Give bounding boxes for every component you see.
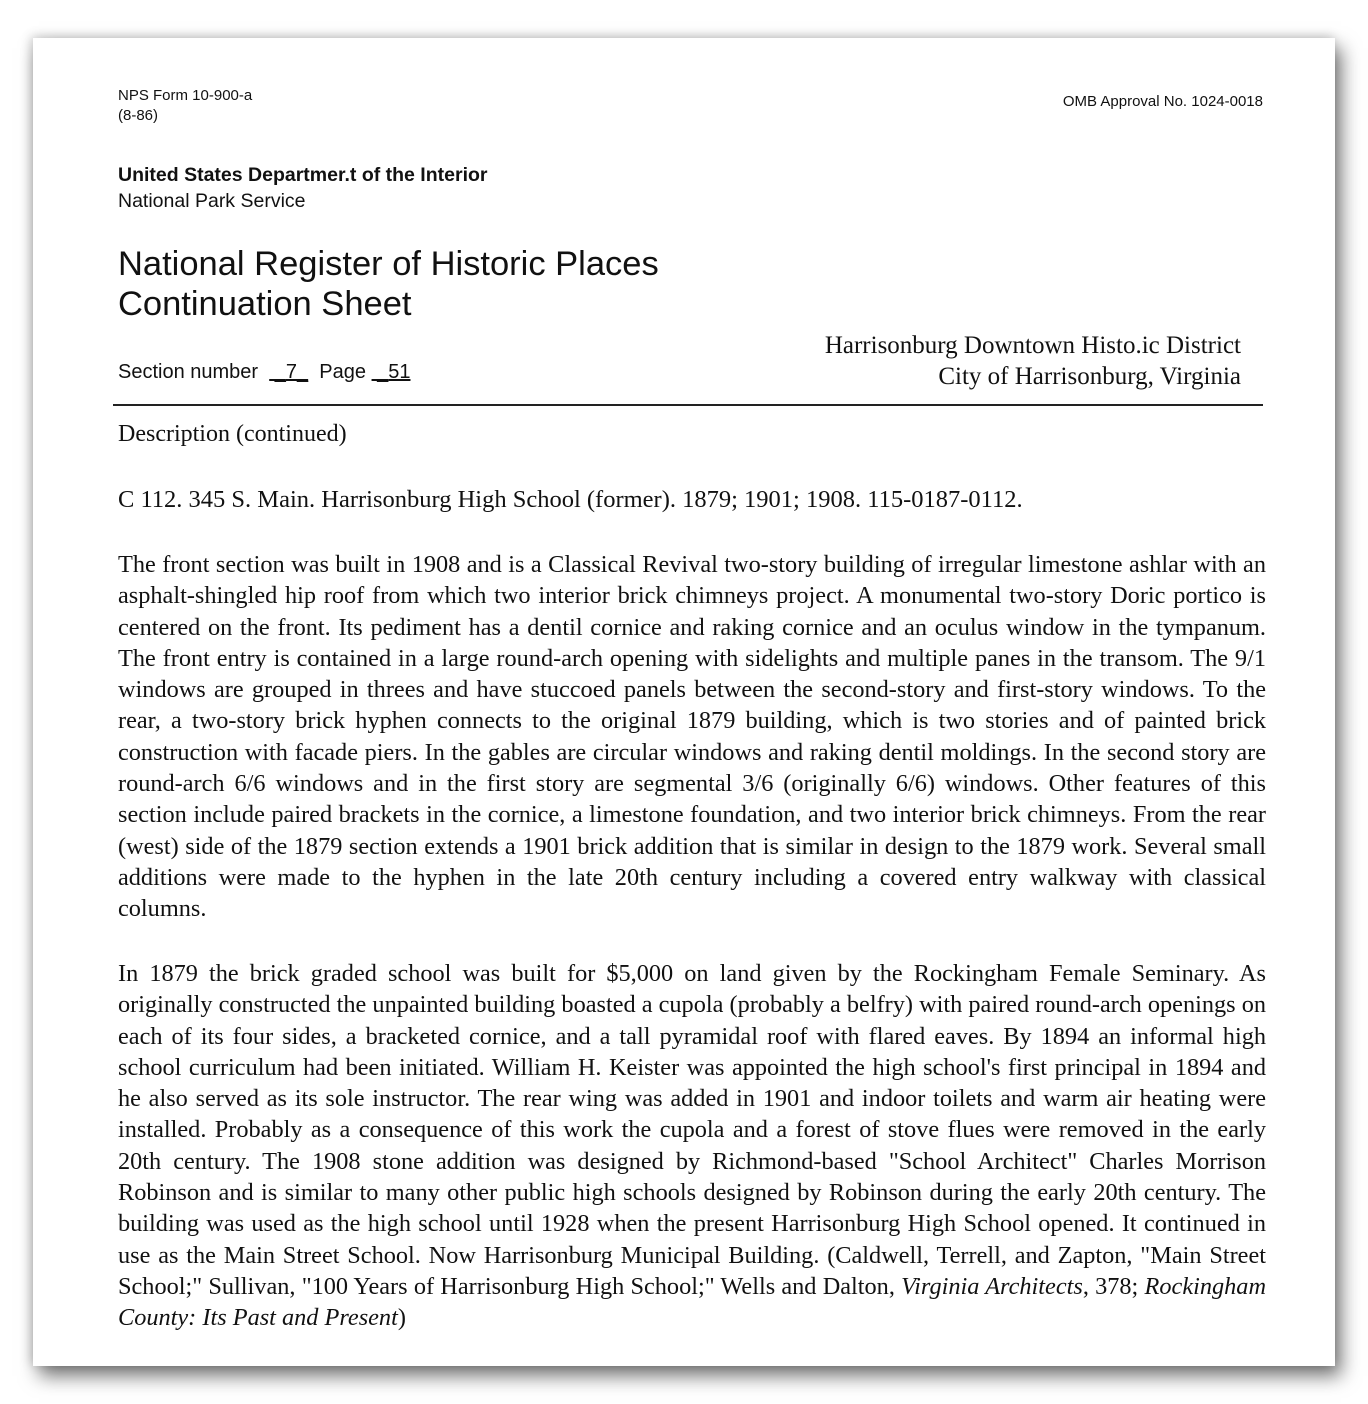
header-divider xyxy=(113,404,1263,406)
citation-mid: , 378; xyxy=(1082,1272,1145,1300)
form-number: NPS Form 10-900-a xyxy=(118,87,253,104)
document-page xyxy=(33,38,1335,1366)
entry-heading: C 112. 345 S. Main. Harrisonburg High School (former). 1879; 1901; 1908. 115-0187-0112. xyxy=(118,486,1023,513)
page-number: _51 xyxy=(371,361,411,383)
title-line-1: National Register of Historic Places xyxy=(118,245,659,283)
agency-name: National Park Service xyxy=(118,190,306,212)
history-text: In 1879 the brick graded school was built for $5,000 on land given by the Rockingham Female Seminary. As originally constructed the unpainted building boasted a cupola (probably a belfry) with paired round-arch openings on each of its four sides, a bracketed cornice, and a tall pyramidal roof with flared eaves. By 1894 an informal high school curriculum had been initiated. William H. Keister was appointed the high school's first principal in 1894 and he also served as its sole instructor. The rear wing was added in 1901 and indoor toilets and warm air heating were installed. Probably as a consequence of this work the cupola and a forest of stove flues were removed in the early 20th century. The 1908 stone addition was designed by Richmond-based "School Architect" Charles Morrison Robinson and is similar to many other public high schools designed by Robinson during the early 20th century. The building was used as the high school until 1928 when the present Harrisonburg High School opened. It continued in use as the Main Street School. Now Harrisonburg Municipal Building. (Caldwell, Terrell, and Zapton, "Main Street School;" Sullivan, "100 Years of Harrisonburg High School;" Wells and Dalton, xyxy=(118,960,1266,1300)
citation-title-1: Virginia Architects xyxy=(901,1272,1083,1300)
district-info xyxy=(825,330,1241,392)
section-page-info xyxy=(118,361,410,384)
district-name: Harrisonburg Downtown Histo.ic District xyxy=(824,332,1241,359)
paragraph-history xyxy=(118,958,1266,1334)
citation-title-2: Rockingham County: Its Past and Present xyxy=(118,1272,1266,1332)
title-line-2: Continuation Sheet xyxy=(118,285,412,323)
section-label: Section number xyxy=(118,361,259,383)
form-date: (8-86) xyxy=(118,107,159,124)
omb-approval: OMB Approval No. 1024-0018 xyxy=(1062,93,1263,110)
paragraph-building-description: The front section was built in 1908 and is a Classical Revival two-story building of irregular limestone ashlar with an asphalt-shingled hip roof from which two interior brick chimneys project. A monumental two-story Doric portico is centered on the front. Its pediment has a dentil cornice and raking cornice and an oculus window in the tympanum. The front entry is contained in a large round-arch opening with sidelights and multiple panes in the transom. The 9/1 windows are grouped in threes and have stuccoed panels between the second-story and first-story windows. To the rear, a two-story brick hyphen connects to the original 1879 building, which is two stories and of painted brick construction with facade piers. In the gables are circular windows and raking dentil moldings. In the second story are round-arch 6/6 windows and in the first story are segmental 3/6 (originally 6/6) windows. Other features of this section include paired brackets in the cornice, a limestone foundation, and two interior brick chimneys. From the rear (west) side of the 1879 section extends a 1901 brick addition that is similar in design to the 1879 work. Several small additions were made to the hyphen in the late 20th century including a covered entry walkway with classical columns. xyxy=(118,551,1266,923)
page-label: Page xyxy=(319,361,366,383)
section-heading: Description (continued) xyxy=(118,421,347,447)
form-identifier xyxy=(118,86,252,126)
district-location: City of Harrisonburg, Virginia xyxy=(938,363,1241,390)
citation-end: ) xyxy=(397,1304,406,1332)
page-title xyxy=(118,244,659,324)
section-number: _7_ xyxy=(269,361,309,383)
department-name: United States Departmer.t of the Interior xyxy=(118,164,488,186)
